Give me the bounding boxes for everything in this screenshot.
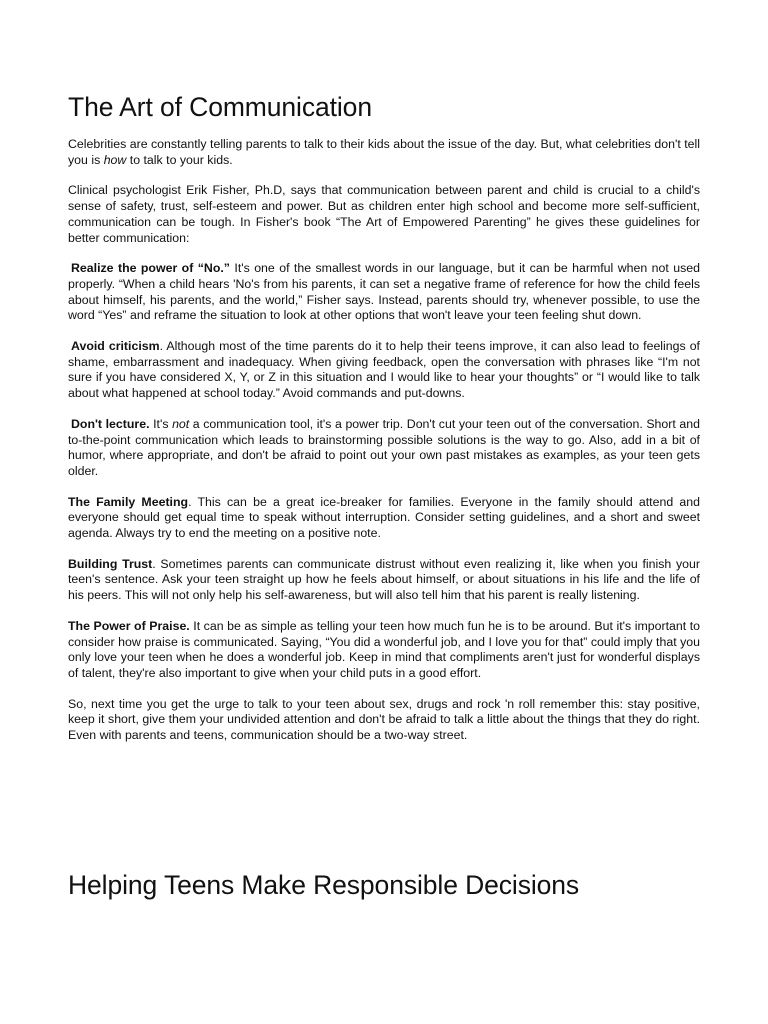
guideline-realize-text: It's one of the smallest words in our language, but it can be harmful when not used properly. “When a child hears 'No's from his parents, it can set a negative frame of reference for how the child feels about himself, his parents, and the world,” Fisher says. Instead, parents should try, whenever possible, to use the word “Yes” and reframe the situation to look at other options that won't leave your teen feeling shut down.	[68, 261, 700, 323]
guideline-lecture	[68, 417, 700, 480]
guideline-lecture-emphasis: not	[172, 416, 190, 431]
guideline-lecture-text-a: It's	[149, 416, 173, 431]
guideline-meeting-lead: The Family Meeting	[68, 494, 189, 509]
guideline-criticism-text: . Although most of the time parents do it to help their teens improve, it can also lead to feelings of shame, embarrassment and inadequacy. When giving feedback, open the conversation with phrases like “I'm not sure if you have considered X, Y, or Z in this situation and I would like to hear your thoughts” or “I would like to talk about what happened at school today.” Avoid commands and put-downs.	[68, 339, 700, 401]
intro-text-1b: to talk to your kids.	[126, 152, 233, 167]
guideline-criticism	[68, 339, 700, 402]
intro-emphasis: how	[103, 152, 127, 167]
guideline-lecture-text-b: a communication tool, it's a power trip. Don't cut your teen out of the conversation. Short and to-the-point communication which leads to brainstorming possible solutions is the way to go. Also, add in a bit of humor, where appropriate, and don't be afraid to point out your own past mistakes as examples, as your teen gets older.	[68, 416, 700, 478]
intro-text-1a: Celebrities are constantly telling parents to talk to their kids about the issue of the day. But, what celebrities don't tell you is	[68, 137, 701, 167]
guideline-criticism-lead: Avoid criticism	[71, 339, 160, 354]
next-section-title: Helping Teens Make Responsible Decisions	[68, 870, 580, 900]
guideline-trust	[68, 557, 700, 604]
closing-paragraph: So, next time you get the urge to talk to your teen about sex, drugs and rock 'n roll remember this: stay positive, keep it short, give them your undivided attention and don't be afraid to talk a little about the things that they do right. Even with parents and teens, communication should be a two-way street.	[68, 696, 700, 743]
guideline-meeting	[68, 495, 700, 542]
guideline-praise-lead: The Power of Praise.	[68, 618, 190, 633]
guideline-lecture-lead: Don't lecture.	[71, 416, 150, 431]
guideline-praise	[68, 619, 700, 682]
guideline-praise-text: It can be as simple as telling your teen how much fun he is to be around. But it's important to consider how praise is communicated. Saying, “You did a wonderful job, and I love you for that” could imply that you only love your teen when he does a wonderful job. Keep in mind that compliments aren't just for wonderful displays of talent, they're also important to give when your child puts in a good effort.	[68, 618, 701, 680]
guideline-realize-lead: Realize the power of “No.”	[71, 261, 230, 276]
intro-paragraph-2: Clinical psychologist Erik Fisher, Ph.D, says that communication between parent and child is crucial to a child's sense of safety, trust, self-esteem and power. But as children enter high school and become more self-sufficient, communication can be tough. In Fisher's book “The Art of Empowered Parenting” he gives these guidelines for better communication:	[68, 183, 700, 245]
guideline-trust-text: . Sometimes parents can communicate distrust without even realizing it, like when you finish your teen's sentence. Ask your teen straight up how he feels about himself, or about situations in his life and the life of his peers. This will not only help his self-awareness, but will also tell him that his parent is really listening.	[68, 556, 700, 603]
article-title: The Art of Communication	[68, 92, 372, 122]
guideline-trust-lead: Building Trust	[68, 556, 153, 571]
guideline-realize	[68, 261, 700, 324]
article	[68, 90, 700, 759]
guideline-meeting-text: . This can be a great ice-breaker for families. Everyone in the family should attend and everyone should get equal time to speak without interruption. Consider setting guidelines, and a short and sweet agenda. Always try to end the meeting on a positive note.	[68, 494, 700, 541]
intro-paragraph-1	[68, 137, 700, 168]
